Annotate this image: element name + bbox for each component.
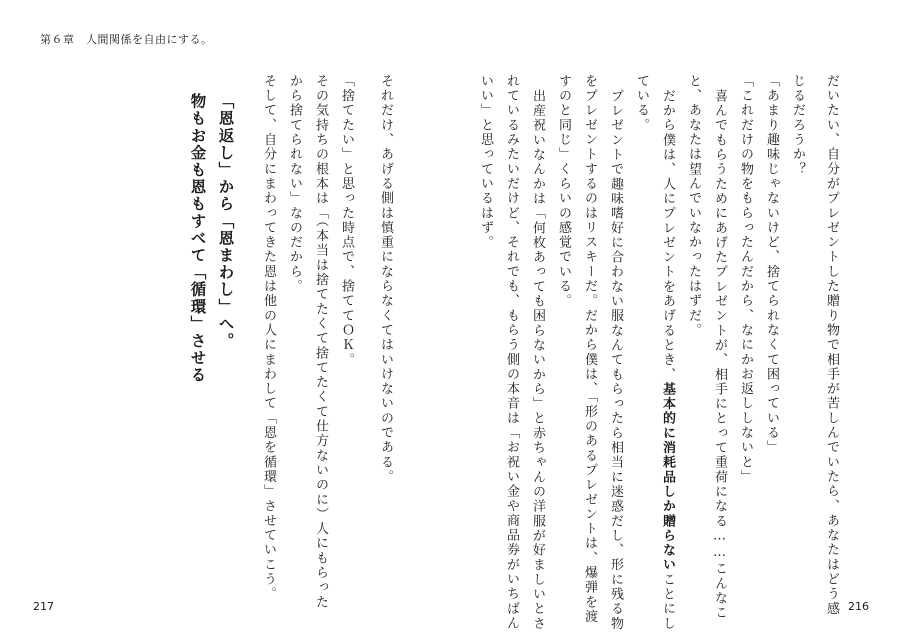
- body-line: をプレゼントするのはリスキーだ。だから僕は、「形のあるプレゼントは、爆弾を渡: [582, 74, 597, 625]
- heading-line: 「恩返し」から「恩まわし」へ。: [216, 93, 235, 350]
- body-line: 「捨てたい」と思った時点で、捨ててＯＫ。: [339, 74, 354, 367]
- body-line: ている。: [634, 74, 649, 133]
- emphasis-text: 基本的に消耗品しか贈らない: [660, 382, 675, 573]
- body-line: そして、自分にまわってきた恩は他の人にまわして「恩を循環」させていこう。: [261, 74, 276, 602]
- body-line: 喜んでもらうためにあげたプレゼントが、相手にとって重荷になる……こんなこ: [712, 89, 727, 621]
- body-line: だいたい、自分がプレゼントした贈り物で相手が苦しんでいたら、あなたはどう感: [824, 74, 839, 617]
- heading-line: 物もお金も恩もすべて「循環」させる: [188, 93, 207, 384]
- page-number-left: 217: [33, 600, 54, 613]
- body-line: 「あまり趣味じゃないけど、捨てられなくて困っている」: [764, 74, 779, 455]
- body-line: れているみたいだけど、それでも、もらう側の本音は「お祝い金や商品券がいちばん: [504, 74, 519, 631]
- body-line: その気持ちの根本は「（本当は捨てたくて捨てたくて仕方ないのに）人にもらった: [313, 74, 328, 610]
- chapter-header: 第６章 人間関係を自由にする。: [40, 33, 213, 46]
- body-line: 出産祝いなんかは「何枚あっても困らないから」と赤ちゃんの洋服が好ましいとさ: [530, 89, 545, 632]
- body-line: 「これだけの物をもらったんだから、なにかお返ししないと」: [738, 74, 753, 485]
- body-line: じるだろうか？: [790, 74, 805, 177]
- body-line: だから僕は、人にプレゼントをあげるとき、基本的に消耗品しか贈らないことにし: [660, 89, 675, 632]
- body-line: すのと同じ」くらいの感覚でいる。: [556, 74, 571, 309]
- page-number-right: 216: [848, 600, 869, 613]
- body-line: それだけ、あげる側は慎重にならなくてはいけないのである。: [378, 74, 393, 485]
- body-line: から捨てられない」なのだから。: [287, 74, 302, 294]
- body-line: いい」と思っているはず。: [478, 74, 493, 250]
- body-line: と、あなたは望んでいなかったはずだ。: [686, 74, 701, 338]
- body-line: プレゼントで趣味嗜好に合わない服なんてもらったら相当に迷惑だし、形に残る物: [608, 89, 623, 632]
